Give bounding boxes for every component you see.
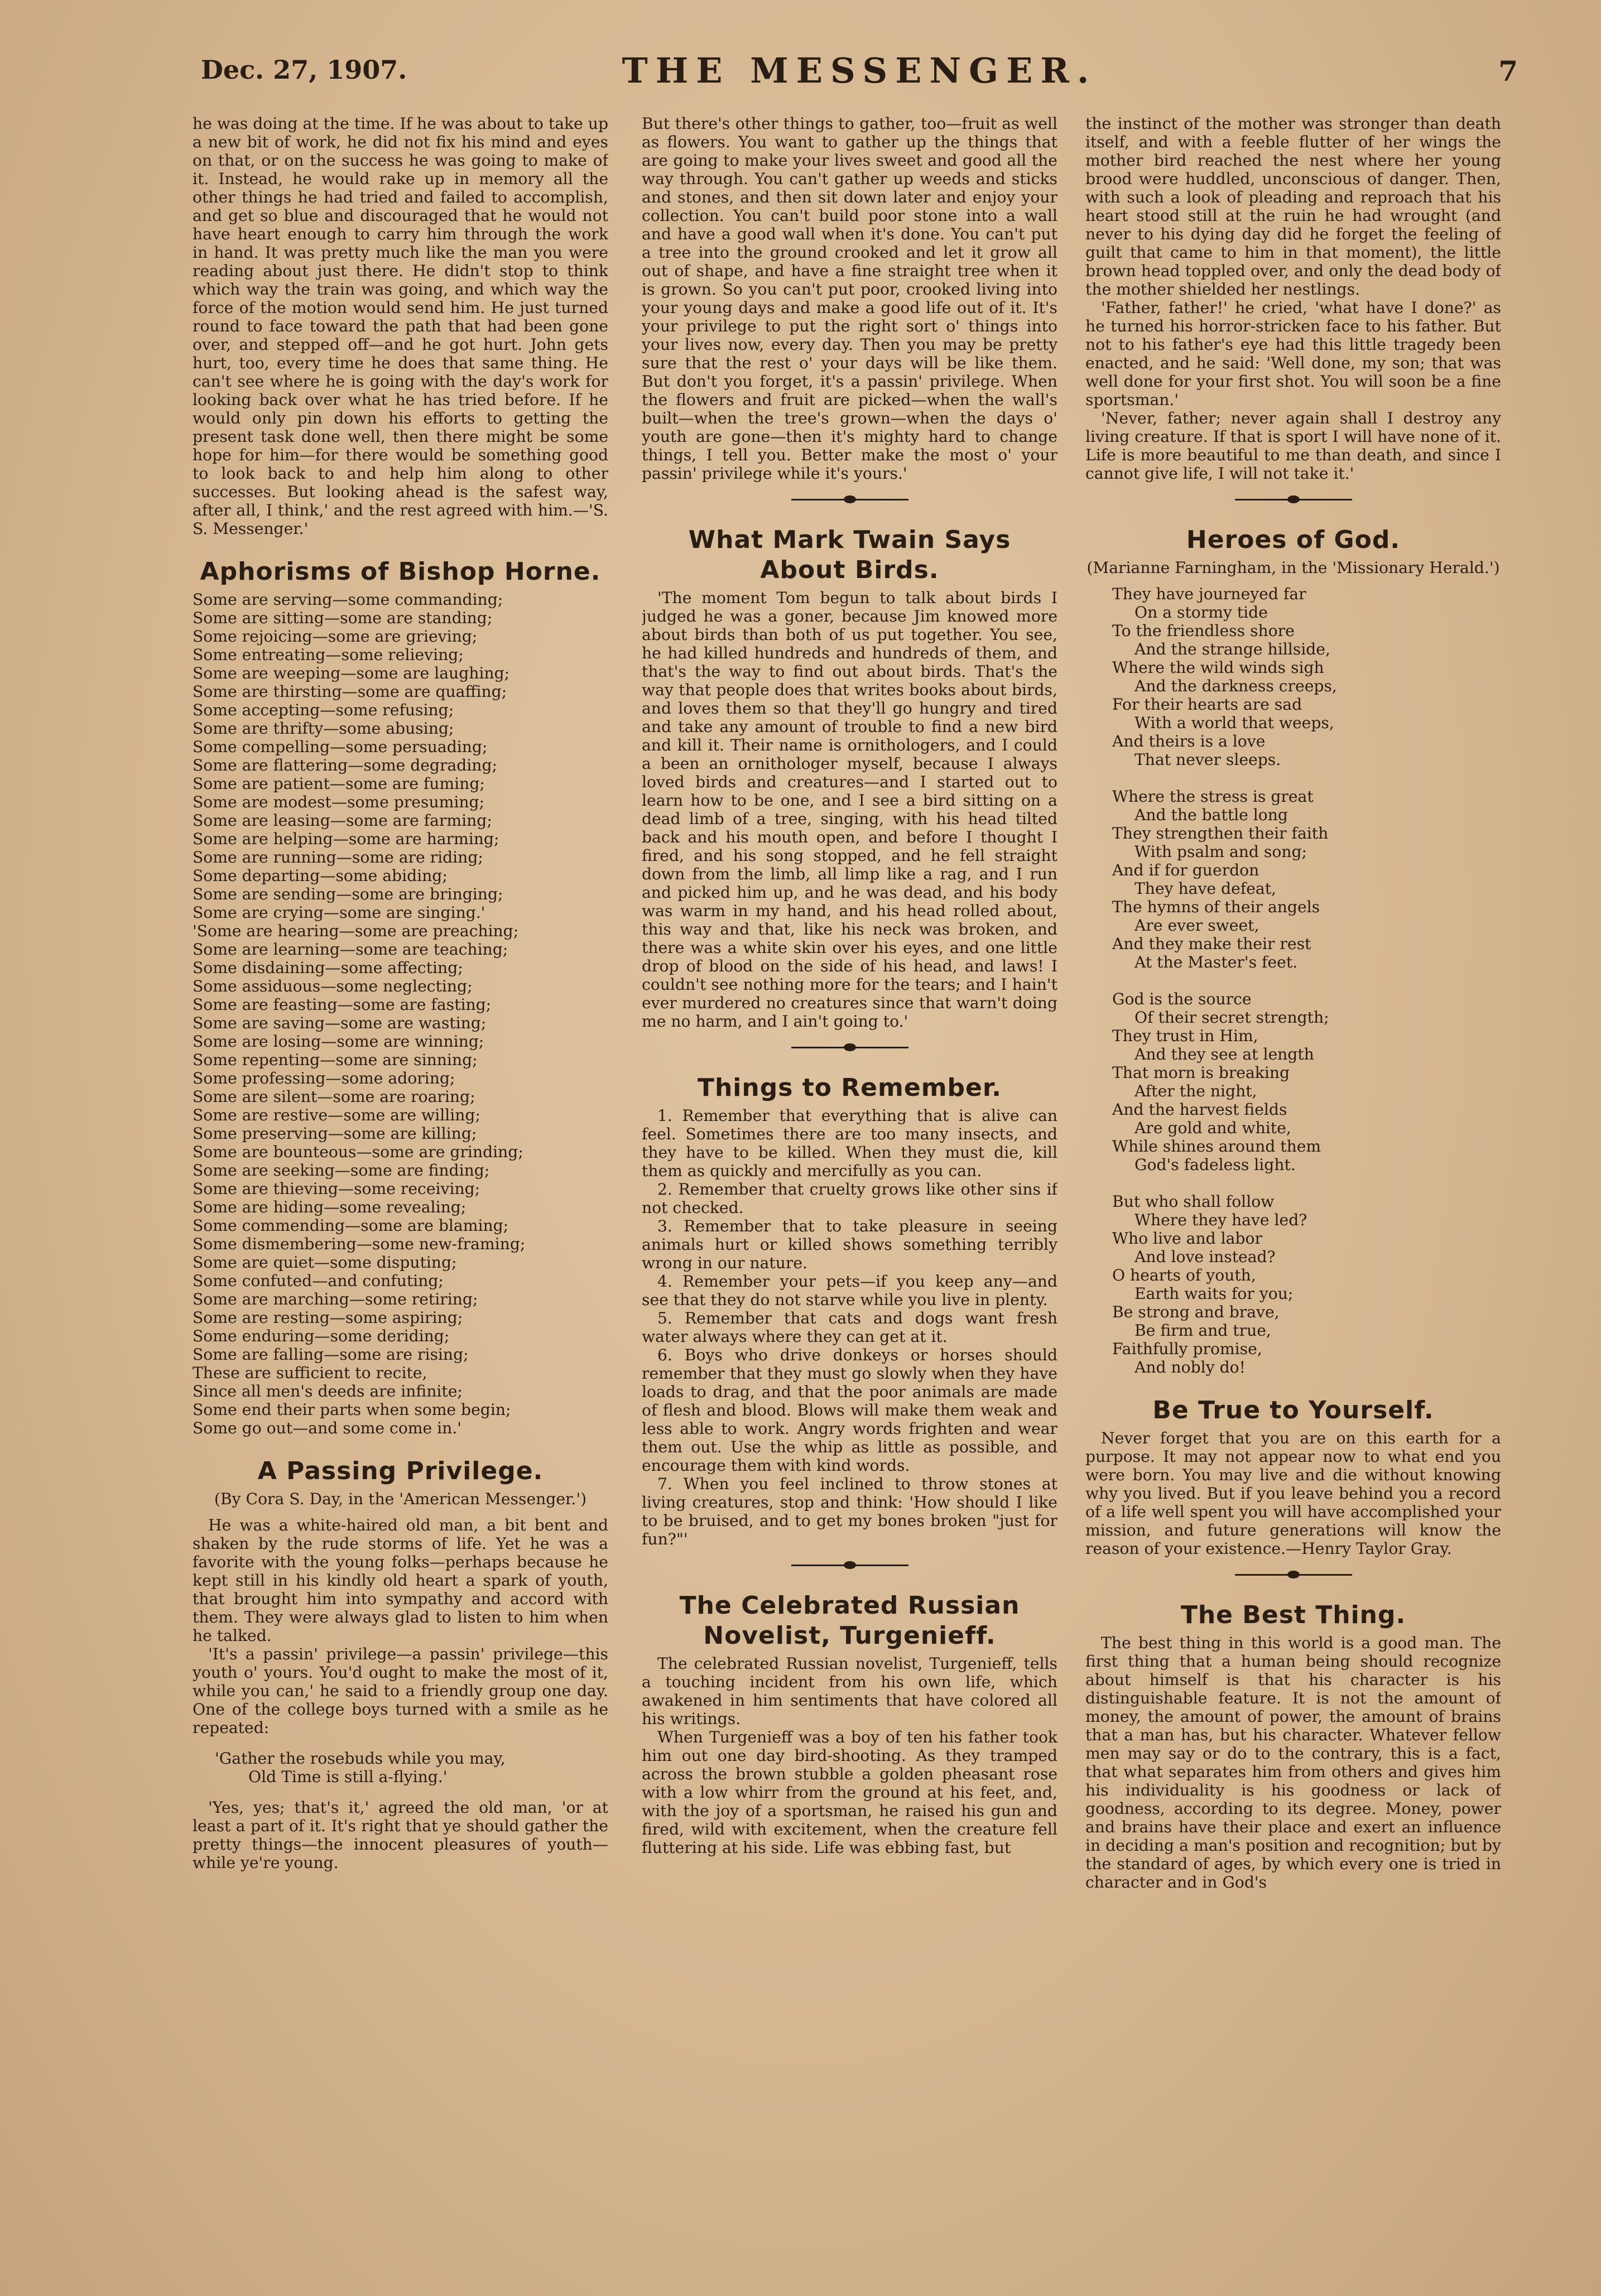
poem-line: And they make their rest: [1112, 935, 1311, 953]
poem-line: Be firm and true,: [1134, 1321, 1271, 1340]
poem-line: Some professing—some adoring;: [193, 1069, 455, 1087]
poem-line: To the friendless shore: [1112, 622, 1295, 640]
poem-line: Be strong and brave,: [1112, 1303, 1280, 1321]
twain-heading: What Mark Twain Says About Birds.: [688, 526, 1011, 584]
poem-line: They have journeyed far: [1112, 585, 1306, 603]
poem-line: Some are bounteous—some are grinding;: [193, 1143, 523, 1161]
poem-line: Some are seeking—some are finding;: [193, 1161, 490, 1180]
poem-line: Some are sitting—some are standing;: [193, 609, 493, 627]
poem-line: At the Master's feet.: [1134, 953, 1298, 971]
poem-line: Some are silent—some are roaring;: [193, 1087, 475, 1106]
poem-line: Since all men's deeds are infinite;: [193, 1382, 463, 1400]
section-divider: [1235, 1568, 1352, 1581]
poem-line: These are sufficient to recite,: [193, 1364, 427, 1382]
turgenieff-heading: The Celebrated Russian Novelist, Turgenieff.: [679, 1591, 1020, 1650]
poem-line: But who shall follow: [1112, 1192, 1275, 1211]
best-thing-heading: The Best Thing.: [1180, 1601, 1406, 1629]
poem-line: Some end their parts when some begin;: [193, 1400, 511, 1419]
newspaper-title: THE MESSENGER.: [622, 50, 1097, 91]
poem-line: They strengthen their faith: [1112, 824, 1329, 843]
things-to-remember-heading: Things to Remember.: [697, 1074, 1002, 1102]
remember-item: 1. Remember that everything that is alive can feel. Sometimes there are too many insects, and they have to be killed. When they must die, kill them as quickly and mercifully as you can.: [642, 1106, 1057, 1180]
column-1: [193, 114, 608, 2268]
poem-line: Some enduring—some deriding;: [193, 1327, 450, 1345]
remember-item: 7. When you feel inclined to throw stones at living creatures, stop and think: 'How should I like to be bruised, and to get my bones broken "just for fun?"': [642, 1475, 1057, 1548]
poem-line: And the battle long: [1134, 806, 1288, 824]
poem-line: Some confuted—and confuting;: [193, 1272, 444, 1290]
remember-item: 3. Remember that to take pleasure in seeing animals hurt or killed shows something terribly wrong in our nature.: [642, 1217, 1057, 1272]
poem-line: Some are leasing—some are farming;: [193, 811, 492, 830]
poem-line: Some repenting—some are sinning;: [193, 1051, 478, 1069]
article-paragraph: He was a white-haired old man, a bit bent and shaken by the rude storms of life. Yet he was a favorite with the young folks—perhaps because he kept still in his kindly old heart a spark of youth, that brought him into sympathy and accord with them. They were always glad to listen to him when he talked.: [193, 1516, 608, 1645]
poem-line: And if for guerdon: [1112, 861, 1259, 879]
poem-line: Some are falling—some are rising;: [193, 1345, 469, 1364]
poem-line: Of their secret strength;: [1134, 1008, 1329, 1027]
poem-line: Some are helping—some are harming;: [193, 830, 499, 848]
article-paragraph: 'It's a passin' privilege—a passin' privilege—this youth o' yours. You'd ought to make the most of it, while you can,' he said to a friendly group one day. One of the college boys turned with a smile as he repeated:: [193, 1645, 608, 1737]
poem-line: With a world that weeps,: [1134, 714, 1334, 732]
poem-line: Where they have led?: [1134, 1211, 1307, 1229]
poem-line: And they see at length: [1134, 1045, 1314, 1063]
article-paragraph: The best thing in this world is a good man. The first thing that a human being should recognize about himself is that his character is his distinguishable feature. It is not the amount of money, the amount of power, the amount of brains that a man has, but his character. Whatever fellow men may say or do to the contrary, this is a fact, that what separates him from others and gives him his individuality is his goodness or lack of goodness, according to its degree. Money, power and brains have their place and exert an influence in deciding a man's position and recognition; but by the standard of ages, by which every one is tried in character and in God's: [1085, 1634, 1501, 1891]
aphorisms-heading: Aphorisms of Bishop Horne.: [200, 557, 601, 586]
article-paragraph: Never forget that you are on this earth for a purpose. It may not appear now to what end you were born. You may live and die without knowing why you lived. But if you leave behind you a record of a life well spent you will have accomplished your mission, and future generations will know the reason of your existence.—Henry Taylor Gray.: [1085, 1429, 1501, 1558]
poem-line: Some commending—some are blaming;: [193, 1216, 509, 1235]
poem-line: And the harvest fields: [1112, 1100, 1287, 1119]
article-paragraph: 'Never, father; never again shall I destroy any living creature. If that is sport I will have none of it. Life is more beautiful to me than death, and since I cannot give life, I will not take it.': [1085, 409, 1501, 483]
poem-line: God's fadeless light.: [1134, 1156, 1296, 1174]
poem-line: Some are feasting—some are fasting;: [193, 995, 492, 1014]
article-paragraph: 'The moment Tom begun to talk about birds I judged he was a goner, because Jim knowed more about birds than both of us put together. You see, he had killed hundreds and hundreds of them, and that's the way to find out about birds. That's the way that people does that writes books about birds, and loves them so that they'll go hungry and tired and take any amount of trouble to find a new bird and kill it. Their name is ornithologers, and I could a been an ornithologer myself, because I always loved birds and creatures—and I started out to learn how to be one, and I see a bird sitting on a dead limb of a tree, singing, with his head tilted back and his mouth open, and before I thought I fired, and his song stopped, and he fell straight down from the limb, all limp like a rag, and I run and picked him up, and he was dead, and his body was warm in my hand, and his head rolled about, this way and that, like his neck was broken, and there was a white skin over his eyes, and one little drop of blood on the side of his head, and laws! I couldn't see nothing more for the tears; and I hain't ever murdered no creatures since that warn't doing me no harm, and I ain't going to.': [642, 589, 1057, 1031]
poem-line: Some are weeping—some are laughing;: [193, 664, 510, 682]
poem-line: For their hearts are sad: [1112, 695, 1302, 714]
remember-item: 4. Remember your pets—if you keep any—and see that they do not starve while you live in plenty.: [642, 1272, 1057, 1309]
poem-line: Some are running—some are riding;: [193, 848, 483, 867]
poem-line: Some are patient—some are fuming;: [193, 774, 485, 793]
couplet-line: Old Time is still a-flying.': [248, 1768, 448, 1786]
poem-line: Where the wild winds sigh: [1112, 658, 1324, 677]
heroes-heading: Heroes of God.: [1186, 526, 1401, 554]
poem-line: Some departing—some abiding;: [193, 867, 448, 885]
poem-line: That never sleeps.: [1134, 750, 1281, 769]
poem-line: Some are thirsting—some are quaffing;: [193, 682, 507, 701]
remember-item: 5. Remember that cats and dogs want fresh water always where they can get at it.: [642, 1309, 1057, 1346]
poem-stanza: [1112, 1192, 1501, 1376]
section-divider: [791, 1041, 908, 1054]
couplet-line: 'Gather the rosebuds while you may,: [215, 1749, 506, 1768]
poem-line: Some are losing—some are winning;: [193, 1032, 484, 1051]
poem-line: Some are crying—some are singing.': [193, 903, 485, 922]
poem-line: Some are restive—some are willing;: [193, 1106, 480, 1124]
poem-line: Some go out—and some come in.': [193, 1419, 462, 1437]
poem-line: And love instead?: [1134, 1248, 1276, 1266]
poem-line: Some dismembering—some new-framing;: [193, 1235, 526, 1253]
poem-line: Some are learning—some are teaching;: [193, 940, 508, 959]
issue-date: Dec. 27, 1907.: [201, 55, 407, 85]
poem-line: After the night,: [1134, 1082, 1257, 1100]
poem-line: And nobly do!: [1134, 1358, 1246, 1376]
article-paragraph: 'Father, father!' he cried, 'what have I done?' as he turned his horror-stricken face to his father. But not to his father's eye had this little tragedy been enacted, and he said: 'Well done, my son; that was well done for your first shot. You will soon be a fine sportsman.': [1085, 299, 1501, 409]
poem-line: And the strange hillside,: [1134, 640, 1330, 658]
poem-line: God is the source: [1112, 990, 1252, 1008]
poem-line: While shines around them: [1112, 1137, 1321, 1156]
poem-stanza: [1112, 585, 1501, 769]
poem-line: Faithfully promise,: [1112, 1340, 1262, 1358]
poem-line: That morn is breaking: [1112, 1063, 1290, 1082]
masthead: [201, 50, 1518, 100]
continued-article-text: But there's other things to gather, too—fruit as well as flowers. You want to gather up the things that are going to make your lives sweet and good all the way through. You can't gather up weeds and sticks and stones, and then sit down later and enjoy your collection. You can't build poor stone into a wall and have a good wall when it's done. You can't put a tree into the ground crooked and let it grow all out of shape, and have a fine straight tree when it is grown. So you can't put poor, crooked living into your young days and make a good life out of it. It's your privilege to put the right sort o' things into your lives now, every day. Then you may be pretty sure that the rest o' your days will be like them. But don't you forget, it's a passin' privilege. When the flowers and fruit are picked—when the wall's built—when the tree's grown—when the days o' youth are gone—then it's mighty hard to change things, I tell you. Better make the most o' your passin' privilege while it's yours.': [642, 114, 1057, 483]
poem-line: Where the stress is great: [1112, 787, 1314, 806]
poem-line: 'Some are hearing—some are preaching;: [193, 922, 519, 940]
poem-line: And theirs is a love: [1112, 732, 1266, 750]
article-paragraph: 'Yes, yes; that's it,' agreed the old man, 'or at least a part of it. It's right that ye should gather the pretty things—the innocent pleasures of youth—while ye're young.: [193, 1798, 608, 1872]
passing-privilege-byline: (By Cora S. Day, in the 'American Messenger.'): [214, 1490, 587, 1508]
poem-line: Some assiduous—some neglecting;: [193, 977, 473, 995]
poem-line: Some accepting—some refusing;: [193, 701, 454, 719]
poem-line: Some preserving—some are killing;: [193, 1124, 477, 1143]
poem-line: The hymns of their angels: [1112, 898, 1320, 916]
poem-line: Who live and labor: [1112, 1229, 1262, 1248]
quoted-couplet: [215, 1749, 608, 1786]
section-divider: [791, 493, 908, 506]
passing-privilege-heading: A Passing Privilege.: [257, 1457, 544, 1485]
poem-line: Are ever sweet,: [1134, 916, 1259, 935]
poem-line: Some disdaining—some affecting;: [193, 959, 463, 977]
remember-item: 6. Boys who drive donkeys or horses should remember that they must go slowly when they have loads to drag, and that the poor animals are made of flesh and blood. Blows will make them weak and less able to work. Angry words frighten and wear them out. Use the whip as little as possible, and encourage them with kind words.: [642, 1346, 1057, 1475]
poem-line: Some compelling—some persuading;: [193, 738, 488, 756]
poem-line: Some are quiet—some disputing;: [193, 1253, 457, 1272]
poem-line: With psalm and song;: [1134, 843, 1307, 861]
article-paragraph: The celebrated Russian novelist, Turgenieff, tells a touching incident from his own life, which awakened in him sentiments that have colored all his writings.: [642, 1654, 1057, 1728]
continued-article-text: he was doing at the time. If he was about to take up a new bit of work, he did not fix his mind and eyes on that, or on the success he was going to make of it. Instead, he would rake up in memory all the other things he had tried and failed to accomplish, and get so blue and discouraged that he would not have heart enough to carry him through the work in hand. It was pretty much like the man you were reading about just there. He didn't stop to think which way the train was going, and which way the force of the motion would send him. He just turned round to face toward the path that had been gone over, and stepped off—and he got hurt. John gets hurt, too, every time he does that same thing. He can't see where he is going with the day's work for looking back over what he has tried before. If he would only pin down his efforts to getting the present task done well, then there might be some hope for him—for there would be something good to look back to and help him along to other successes. But looking ahead is the safest way, after all, I think,' and the rest agreed with him.—'S. S. Messenger.': [193, 114, 608, 538]
poem-line: Some are resting—some aspiring;: [193, 1308, 463, 1327]
column-2: [642, 114, 1057, 2268]
page-number: 7: [1498, 55, 1518, 88]
poem-line: Are gold and white,: [1134, 1119, 1291, 1137]
be-true-heading: Be True to Yourself.: [1152, 1396, 1434, 1424]
poem-line: O hearts of youth,: [1112, 1266, 1256, 1284]
poem-line: Some are thrifty—some abusing;: [193, 719, 454, 738]
poem-line: Some are saving—some are wasting;: [193, 1014, 487, 1032]
continued-article-text: the instinct of the mother was stronger than death itself, and with a feeble flutter of her wings the mother bird reached the nest where her young brood were huddled, unconscious of danger. Then, with such a look of pleading and reproach that his heart stood still at the ruin he had wrought (and never to his dying day did he forget the feeling of guilt that came to him in that moment), the little brown head toppled over, and only the dead body of the mother shielded her nestlings.: [1085, 114, 1501, 299]
poem-line: Some are thieving—some receiving;: [193, 1180, 480, 1198]
poem-line: Some are hiding—some revealing;: [193, 1198, 467, 1216]
poem-line: They trust in Him,: [1112, 1027, 1258, 1045]
remember-item: 2. Remember that cruelty grows like other sins if not checked.: [642, 1180, 1057, 1217]
article-paragraph: When Turgenieff was a boy of ten his father took him out one day bird-shooting. As they tramped across the brown stubble a golden pheasant rose with a low whirr from the ground at his feet, and, with the joy of a sportsman, he raised his gun and fired, wild with excitement, when the creature fell fluttering at his side. Life was ebbing fast, but: [642, 1728, 1057, 1857]
poem-stanza: [1112, 990, 1501, 1174]
poem-line: And the darkness creeps,: [1134, 677, 1337, 695]
poem-line: Some are marching—some retiring;: [193, 1290, 478, 1308]
poem-stanza: [1112, 787, 1501, 971]
poem-line: On a stormy tide: [1134, 603, 1268, 622]
poem-line: They have defeat,: [1134, 879, 1276, 898]
column-3: [1085, 114, 1501, 2268]
poem-line: Some are sending—some are bringing;: [193, 885, 503, 903]
poem-line: Some rejoicing—some are grieving;: [193, 627, 478, 646]
poem-line: Some are flattering—some degrading;: [193, 756, 497, 774]
poem-line: Earth waits for you;: [1134, 1284, 1294, 1303]
poem-line: Some are serving—some commanding;: [193, 590, 503, 609]
section-divider: [1235, 493, 1352, 506]
poem-line: Some are modest—some presuming;: [193, 793, 485, 811]
section-divider: [791, 1558, 908, 1572]
poem-line: Some entreating—some relieving;: [193, 646, 464, 664]
heroes-poem: [1112, 585, 1501, 1376]
aphorisms-poem: [193, 590, 608, 1437]
heroes-byline: (Marianne Farningham, in the 'Missionary Herald.'): [1086, 559, 1500, 577]
